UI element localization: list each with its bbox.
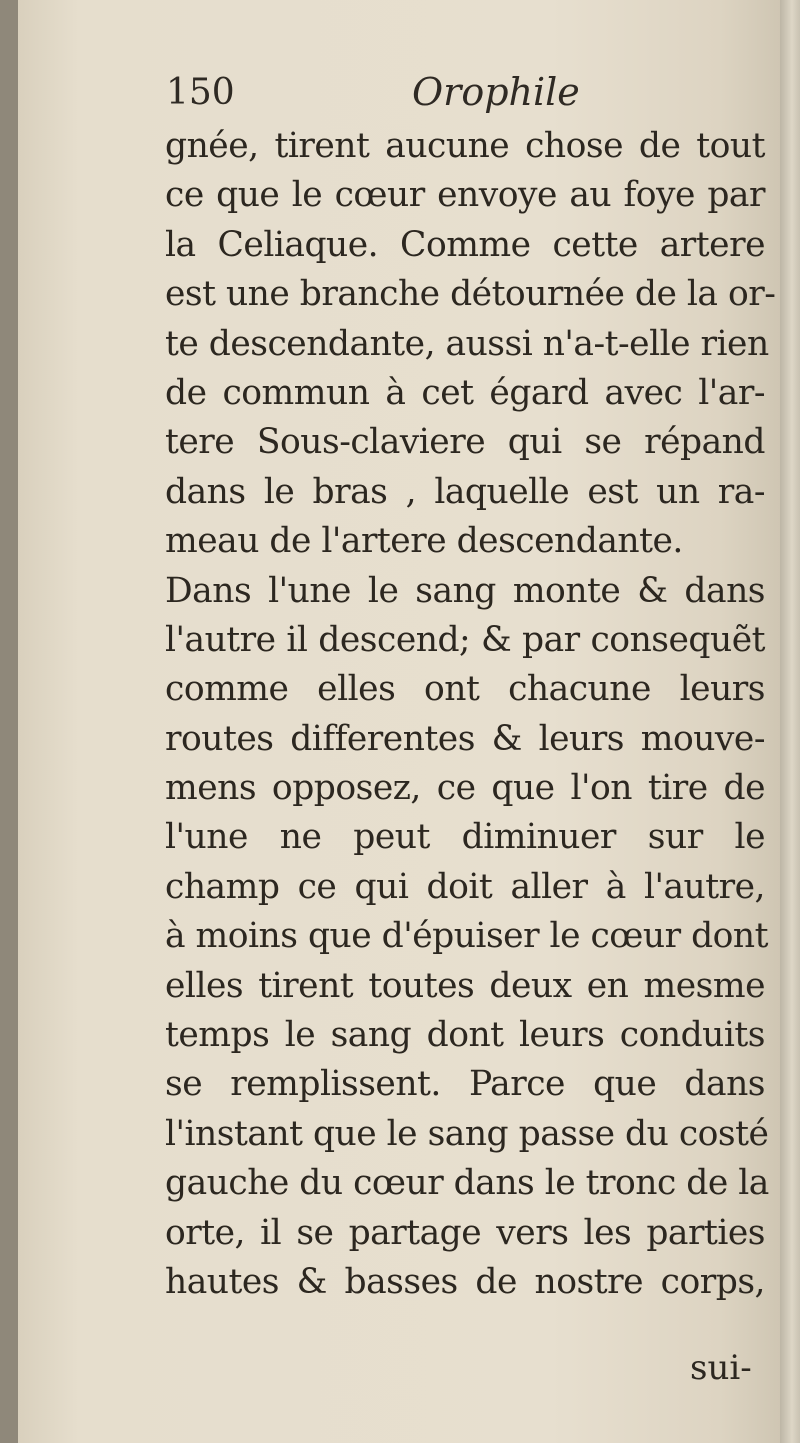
text-line: l'une ne peut diminuer sur le	[165, 817, 765, 858]
text-line: te descendante, aussi n'a-t-elle rien	[165, 323, 769, 364]
text-line: champ ce qui doit aller à l'autre,	[165, 866, 765, 907]
text-line: de commun à cet égard avec l'ar-	[165, 372, 765, 413]
text-line: à moins que d'épuiser le cœur dont	[165, 916, 769, 957]
body-text	[165, 122, 776, 1307]
catchword: sui-	[690, 1348, 752, 1388]
text-line: ce que le cœur envoye au foye par	[165, 175, 765, 216]
text-line: orte, il se partage vers les parties	[165, 1212, 765, 1253]
text-line: gnée, tirent aucune chose de tout	[165, 126, 765, 166]
text-line: tere Sous-claviere qui se répand	[165, 422, 765, 463]
text-line: Dans l'une le sang monte & dans	[165, 570, 765, 611]
text-line: l'instant que le sang passe du costé	[165, 1113, 769, 1154]
page-header	[150, 70, 750, 124]
text-line: dans le bras , laquelle est un ra-	[165, 471, 765, 512]
text-line: l'autre il descend; & par consequẽt	[165, 619, 765, 660]
running-title: Orophile	[412, 70, 580, 114]
page-edge	[780, 0, 800, 1443]
text-line: la Celiaque. Comme cette artere	[165, 224, 765, 265]
text-line: est une branche détournée de la or-	[165, 274, 776, 315]
text-line: se remplissent. Parce que dans	[165, 1064, 765, 1105]
text-line: mens opposez, ce que l'on tire de	[165, 768, 765, 809]
page-number: 150	[166, 72, 235, 113]
text-line: meau de l'artere descendante.	[165, 521, 683, 562]
text-line: comme elles ont chacune leurs	[165, 669, 765, 710]
text-line: gauche du cœur dans le tronc de la	[165, 1163, 769, 1204]
text-line: temps le sang dont leurs conduits	[165, 1015, 765, 1056]
text-line: routes differentes & leurs mouve-	[165, 718, 765, 759]
text-line: elles tirent toutes deux en mesme	[165, 965, 765, 1006]
text-line: hautes & basses de nostre corps,	[165, 1261, 765, 1302]
